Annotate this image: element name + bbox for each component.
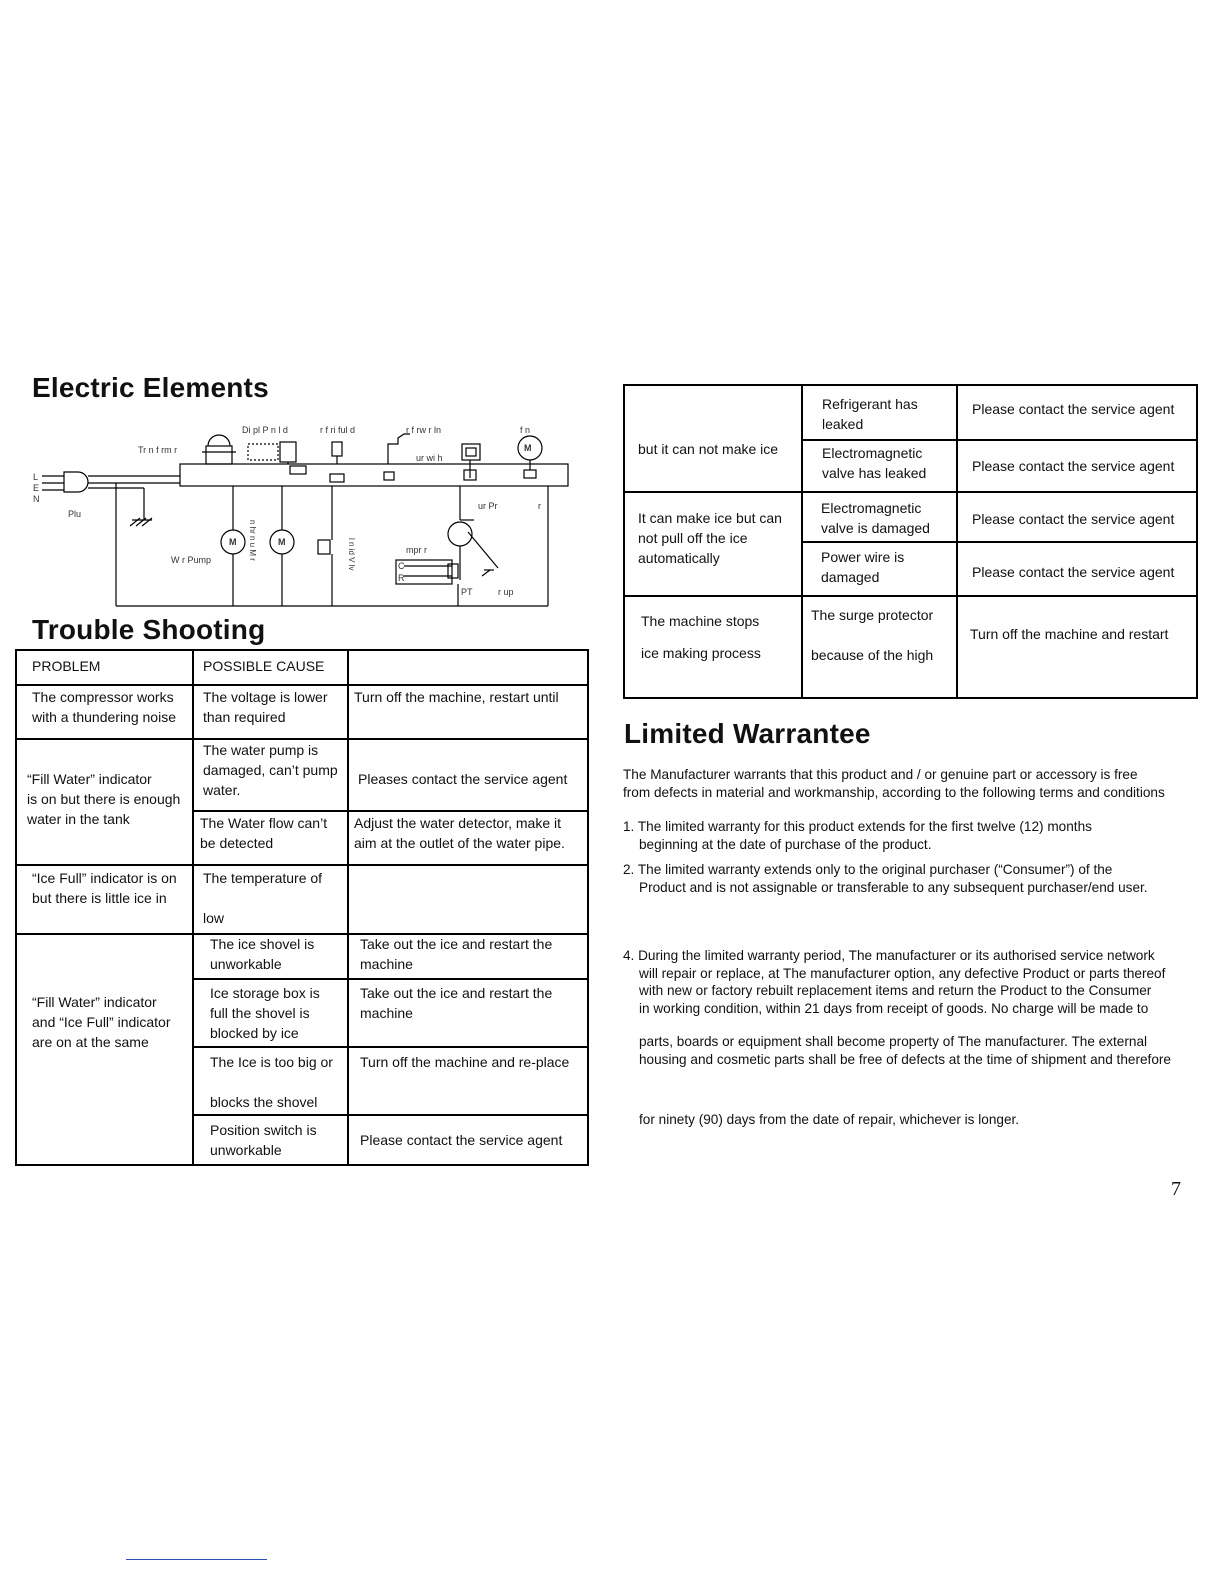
r4c-cause: The Ice is too big or blocks the shovel [210, 1054, 333, 1110]
surge-label: ur Pr [478, 501, 498, 511]
warranty-item-4-continued: parts, boards or equipment shall become property of The manufacturer. The external housing and cosmetic parts shall be free of defects at the time of shipment and therefore [639, 1034, 1171, 1067]
water-label: r f rw r ln [406, 425, 441, 435]
warranty-intro: The Manufacturer warrants that this product and / or genuine part or accessory is free from defects in material and workmanship, according to the following terms and conditions [623, 767, 1165, 800]
fan-motor-label: M [524, 443, 532, 453]
r2b-cause: The Water flow can’t be detected [200, 815, 328, 851]
c-label: C [398, 561, 405, 571]
compressor-label: mpr r [406, 545, 427, 555]
pt-label: PT [461, 587, 473, 597]
r4c-solution: Turn off the machine and re-place [360, 1054, 570, 1070]
switch-label: ur wi h [416, 453, 443, 463]
rt-r1b-solution: Please contact the service agent [972, 458, 1175, 474]
rt-r1a-cause: Refrigerant has leaked [822, 396, 918, 432]
rt-r2a-cause: Electromagnetic valve is damaged [821, 500, 930, 536]
footer-rule [126, 1559, 267, 1560]
warranty-item-4-end: for ninety (90) days from the date of repair, whichever is longer. [639, 1112, 1020, 1127]
r4d-solution: Please contact the service agent [360, 1132, 563, 1148]
rt-r2a-solution: Please contact the service agent [972, 511, 1175, 527]
trouble-shooting-title: Trouble Shooting [32, 614, 266, 645]
rt-r1a-solution: Please contact the service agent [972, 401, 1175, 417]
rt-r3-solution: Turn off the machine and restart [970, 626, 1169, 642]
transformer-label: Tr n f rm r [138, 445, 178, 455]
fan-label: f n [520, 425, 531, 435]
r1-label: r [538, 501, 541, 511]
warranty-item-4: 4. During the limited warranty period, The manufacturer or its authorised service network will repair or replace, at The manufacturer option, any defective Product or parts thereof with new or factory rebuilt replacement items and return the Product to the Consumer in working condition, within 21 days from receipt of goods. No charge will be made to [623, 948, 1166, 1016]
r-label: R [398, 573, 405, 583]
display-label: Di pl P n l d [242, 425, 288, 435]
page-number: 7 [1171, 1178, 1181, 1200]
r1-cause: The voltage is lower than required [203, 689, 328, 725]
r4b-cause: Ice storage box is full the shovel is blocked by ice [210, 985, 320, 1041]
rt-r1b-cause: Electromagnetic valve has leaked [822, 445, 927, 481]
motor-vertical-label: n hr n u M r [248, 520, 257, 561]
l-label: L [33, 472, 39, 482]
plug-label: Plu [68, 509, 82, 519]
refrig-label: r f ri ful d [320, 425, 356, 435]
r4a-solution: Take out the ice and restart the machine [360, 936, 553, 972]
rt-r2b-cause: Power wire is damaged [821, 549, 905, 585]
r2a-cause: The water pump is damaged, can’t pump water. [203, 742, 338, 798]
r1-solution: Turn off the machine, restart until [354, 689, 559, 705]
e-label: E [33, 483, 40, 493]
r2a-solution: Pleases contact the service agent [358, 771, 568, 787]
r2-problem: “Fill Water” indicator is on but there is enough water in the tank [27, 771, 181, 827]
n-label: N [33, 494, 40, 504]
rup-label: r up [498, 587, 514, 597]
r3-problem: “Ice Full” indicator is on but there is little ice in [32, 870, 177, 906]
r4-problem: “Fill Water” indicator and “Ice Full” indicator are on at the same [32, 994, 171, 1050]
r1-problem: The compressor works with a thundering noise [32, 689, 176, 725]
motor-1-label: M [229, 537, 237, 547]
header-problem: PROBLEM [32, 658, 101, 674]
warranty-item-2: 2. The limited warranty extends only to the original purchaser (“Consumer”) of the Product and is not assignable or transferable to any subsequent purchaser/end user. [623, 862, 1148, 895]
valve-vertical-label: l n id V lv [347, 538, 356, 571]
rt-r2b-solution: Please contact the service agent [972, 564, 1175, 580]
rt-r3-problem: The machine stops ice making process [641, 613, 761, 661]
r4b-solution: Take out the ice and restart the machine [360, 985, 553, 1021]
motor-2-label: M [278, 537, 286, 547]
warranty-title: Limited Warrantee [624, 718, 871, 749]
header-cause: POSSIBLE CAUSE [203, 658, 325, 674]
rt-r3-cause: The surge protector because of the high [811, 607, 934, 663]
r3-cause: The temperature of low [203, 870, 323, 926]
water-pump-label: W r Pump [171, 555, 212, 565]
electric-elements-title: Electric Elements [32, 372, 269, 403]
r4a-cause: The ice shovel is unworkable [210, 936, 315, 972]
rt-r1-problem: but it can not make ice [638, 441, 779, 457]
r4d-cause: Position switch is unworkable [210, 1122, 317, 1158]
warranty-item-1: 1. The limited warranty for this product extends for the first twelve (12) months beginning at the date of purchase of the product. [623, 819, 1092, 852]
r2b-solution: Adjust the water detector, make it aim at the outlet of the water pipe. [354, 815, 565, 851]
rt-r2-problem: It can make ice but can not pull off the ice automatically [638, 510, 782, 566]
